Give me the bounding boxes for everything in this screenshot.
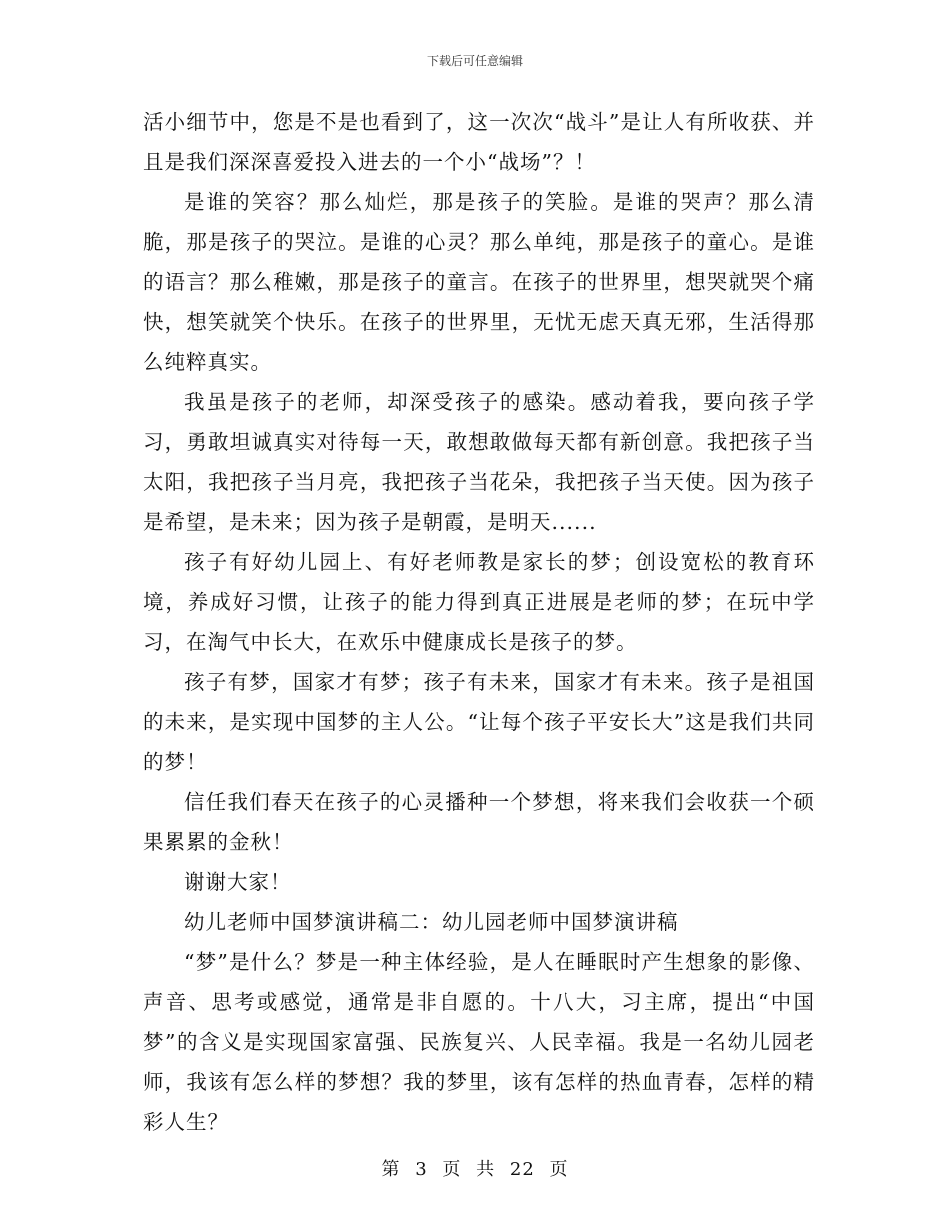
paragraph: “梦”是什么？梦是一种主体经验，是人在睡眠时产生想象的影像、声音、思考或感觉，通常是非自愿的。十八大，习主席，提出“中国梦”的含义是实现国家富强、民族复兴、人民幸福。我是一名幼儿园老师，我该有怎么样的梦想？我的梦里，该有怎样的热血青春，怎样的精彩人生？: [143, 950, 815, 1134]
paragraph-thanks: 谢谢大家！: [184, 870, 292, 894]
page-header: 下载后可任意编辑: [426, 54, 523, 68]
document-body: [143, 102, 815, 1142]
footer-total-word: 共: [476, 1159, 496, 1180]
paragraph: 信任我们春天在孩子的心灵播种一个梦想，将来我们会收获一个硕果累累的金秋！: [143, 790, 815, 854]
footer-suffix: 页: [549, 1159, 569, 1180]
footer-page-word: 页: [442, 1159, 462, 1180]
paragraph: 孩子有好幼儿园上、有好老师教是家长的梦；创设宽松的教育环境，养成好习惯，让孩子的能力得到真正进展是老师的梦；在玩中学习，在淘气中长大，在欢乐中健康成长是孩子的梦。: [143, 550, 815, 654]
section-title: 幼儿老师中国梦演讲稿二：幼儿园老师中国梦演讲稿: [184, 910, 679, 934]
current-page-number: 3: [415, 1159, 428, 1180]
paragraph: 我虽是孩子的老师，却深受孩子的感染。感动着我，要向孩子学习，勇敢坦诚真实对待每一天，敢想敢做每天都有新创意。我把孩子当太阳，我把孩子当月亮，我把孩子当花朵，我把孩子当天使。因为孩子是希望，是未来；因为孩子是朝霞，是明天......: [143, 390, 815, 534]
paragraph: 孩子有梦，国家才有梦；孩子有未来，国家才有未来。孩子是祖国的未来，是实现中国梦的主人公。“让每个孩子平安长大”这是我们共同的梦！: [143, 670, 815, 774]
total-pages-number: 22: [509, 1159, 535, 1180]
footer-prefix: 第: [381, 1159, 401, 1180]
paragraph: 是谁的笑容？那么灿烂，那是孩子的笑脸。是谁的哭声？那么清脆，那是孩子的哭泣。是谁的心灵？那么单纯，那是孩子的童心。是谁的语言？那么稚嫩，那是孩子的童言。在孩子的世界里，想哭就哭个痛快，想笑就笑个快乐。在孩子的世界里，无忧无虑天真无邪，生活得那么纯粹真实。: [143, 190, 815, 374]
page-footer: [0, 1155, 950, 1181]
paragraph-continuation: 活小细节中，您是不是也看到了，这一次次“战斗”是让人有所收获、并且是我们深深喜爱投入进去的一个小“战场”？！: [143, 110, 815, 174]
